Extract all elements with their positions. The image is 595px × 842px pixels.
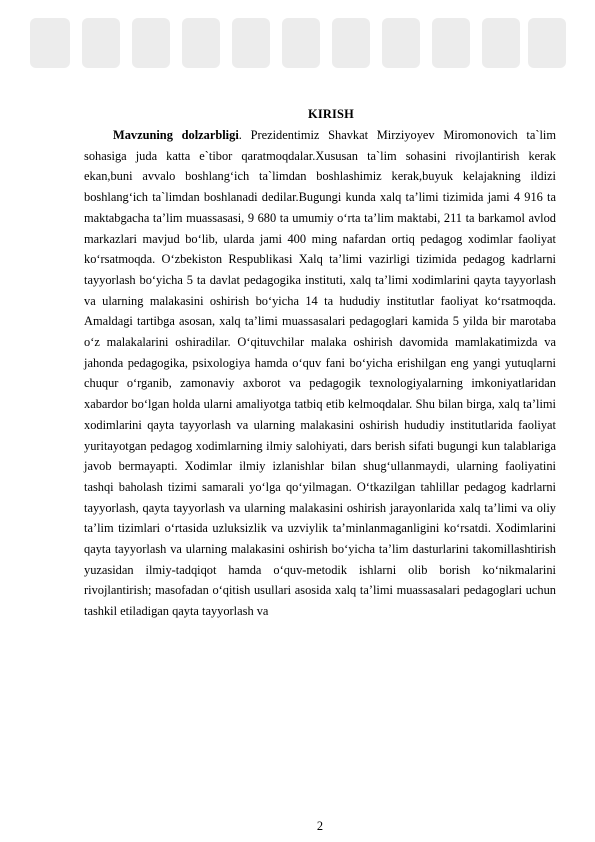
page-title: KIRISH <box>308 107 354 121</box>
intro-text: . Prezidentimiz Shavkat Mirziyoyev Miromonovich ta`lim sohasiga juda katta e`tibor qaratmoqdalar.Xususan ta`lim sohasini rivojlantirish kerak ekan,buni avvalo boshlang‘ich ta`limdan boshlashimiz kerak,buyuk kelajakning ildizi boshlang‘ich ta`limdan boshlanadi dedilar.Bugungi kunda xalq ta’limi tizimida jami 4 916 ta maktabgacha ta’lim muassasasi, 9 680 ta umumiy o‘rta ta’lim maktabi, 211 ta barkamol avlod markazlari mavjud bo‘lib, ularda jami 400 ming nafardan ortiq pedagog xodimlar faoliyat ko‘rsatmoqda. O‘zbekiston Respublikasi Xalq ta’limi vazirligi tizimida pedagog kadrlarni tayyorlash bo‘yicha 5 ta davlat pedagogika instituti, xalq ta’limi xodimlarini qayta tayyorlash va ularning malakasini oshirish bo‘yicha 14 ta hududiy institutlar faoliyat ko‘rsatmoqda. Amaldagi tartibga asosan, xalq ta’limi muassasalari pedagoglari kamida 5 yilda bir marotaba o‘z malakalarini oshiradilar. O‘qituvchilar malaka oshirish davomida mamlakatimizda va jahonda pedagogika, psixologiya hamda o‘quv fani bo‘yicha erishilgan eng yangi yutuqlarni chuqur o‘rganib, zamonaviy axborot va pedagogik texnologiyalarning imkoniyatlaridan xabardor bo‘lgan holda ularni amaliyotga tatbiq etib kelmoqdalar. Shu bilan birga, xalq ta’limi xodimlarini qayta tayyorlash va ularning malakasini oshirish hududiy institutlarida faoliyat yuritayotgan pedagog xodimlarning ilmiy salohiyati, dars berish sifati bugungi kun talablariga javob bermayapti. Xodimlar ilmiy izlanishlar bilan shug‘ullanmaydi, ularning faoliyatini tashqi baholash tizimi samarali yo‘lga qo‘yilmagan. O‘tkazilgan tahlillar pedagog kadrlarni tayyorlash, qayta tayyorlash va ularning malakasini oshirish jarayonlarida xalq ta’limi va oliy ta’lim tizimlari o‘rtasida uzluksizlik va uzviylik ta’minlanmaganligini ko‘rsatdi. Xodimlarini qayta tayyorlash va ularning malakasini oshirish bo‘yicha ta’lim dasturlarini takomillashtirish yuzasidan ilmiy-tadqiqot hamda o‘quv-metodik ishlarni olib borish ko‘nikmalarini rivojlantirish; masofadan o‘qitish usullari asosida xalq ta’limi muassasalari pedagoglari uchun tashkil etiladigan qayta tayyorlash va <box>84 128 556 619</box>
document-body <box>84 125 556 622</box>
watermark-shapes <box>20 6 575 86</box>
intro-lead: Mavzuning dolzarbligi <box>113 128 239 142</box>
page-number: 2 <box>316 819 324 833</box>
intro-paragraph <box>84 125 556 622</box>
